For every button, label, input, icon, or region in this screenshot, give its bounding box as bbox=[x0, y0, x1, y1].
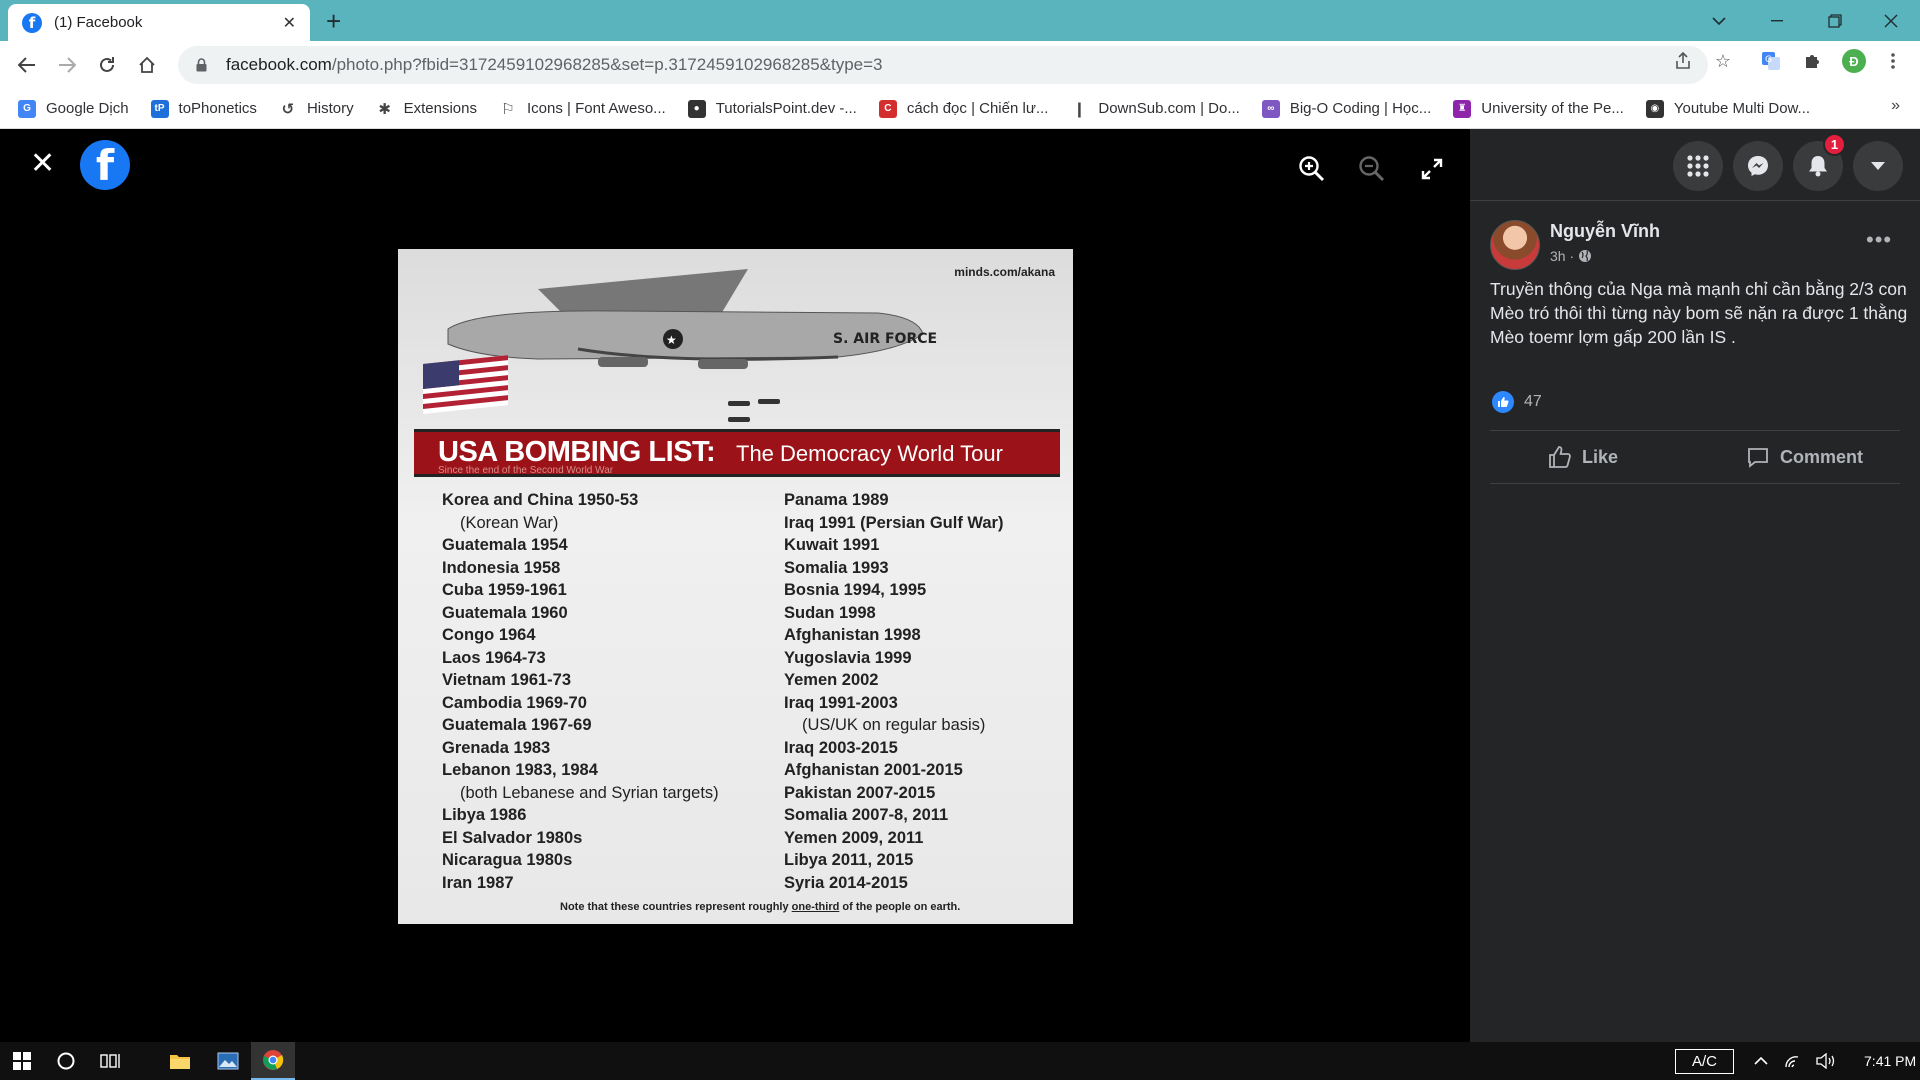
country-entry: (US/UK on regular basis) bbox=[802, 716, 986, 734]
google-translate-icon[interactable] bbox=[1760, 50, 1782, 72]
close-tab-icon[interactable]: ✕ bbox=[282, 14, 296, 32]
comment-button[interactable] bbox=[1746, 437, 1863, 477]
country-entry: Iran 1987 bbox=[442, 873, 514, 892]
tab-title: (1) Facebook bbox=[54, 14, 143, 31]
bookmark-star-icon[interactable]: ☆ bbox=[1714, 50, 1732, 71]
country-entry: Guatemala 1967-69 bbox=[442, 716, 592, 734]
country-entry: Yemen 2009, 2011 bbox=[784, 828, 924, 847]
windows-start-icon[interactable] bbox=[8, 1042, 36, 1080]
comment-label: Comment bbox=[1780, 446, 1864, 467]
task-view-icon[interactable] bbox=[96, 1042, 124, 1080]
new-tab-button[interactable]: + bbox=[326, 6, 342, 36]
header-divider bbox=[1470, 200, 1920, 201]
bookmark-label: History bbox=[306, 100, 354, 117]
lock-icon[interactable] bbox=[194, 57, 208, 73]
bookmark-item[interactable] bbox=[879, 100, 1049, 118]
messenger-icon bbox=[1747, 155, 1769, 177]
close-window-button[interactable] bbox=[1862, 0, 1920, 41]
menu-grid-button[interactable] bbox=[1673, 141, 1723, 191]
bookmark-label: Icons | Font Aweso... bbox=[526, 100, 666, 117]
post-photo[interactable] bbox=[398, 249, 1073, 924]
svg-text:★: ★ bbox=[666, 333, 677, 347]
post-options-icon[interactable]: ••• bbox=[1866, 227, 1893, 252]
like-button[interactable] bbox=[1548, 437, 1618, 477]
bookmark-item[interactable] bbox=[18, 100, 129, 118]
country-entry: Laos 1964-73 bbox=[442, 648, 546, 667]
bookmark-item[interactable] bbox=[1262, 100, 1431, 118]
photos-app-icon[interactable] bbox=[211, 1042, 245, 1080]
bookmark-icon: ⚐ bbox=[501, 100, 515, 118]
bookmark-label: University of the Pe... bbox=[1481, 100, 1624, 117]
bookmark-icon: tP bbox=[151, 100, 169, 118]
bookmark-label: Youtube Multi Dow... bbox=[1673, 100, 1811, 117]
minimize-button[interactable] bbox=[1748, 0, 1806, 41]
actions-bottom-divider bbox=[1490, 483, 1900, 484]
like-label: Like bbox=[1582, 446, 1619, 467]
profile-avatar[interactable]: Đ bbox=[1842, 49, 1866, 73]
share-icon[interactable] bbox=[1672, 50, 1694, 72]
chrome-taskbar-icon[interactable] bbox=[251, 1042, 295, 1080]
country-entry: Congo 1964 bbox=[442, 626, 536, 644]
bookmark-label: TutorialsPoint.dev -... bbox=[715, 100, 857, 117]
bookmark-item[interactable] bbox=[1453, 100, 1624, 118]
photo-source-watermark: minds.com/akana bbox=[954, 265, 1055, 279]
globe-icon bbox=[1578, 249, 1592, 263]
bookmark-icon: C bbox=[879, 100, 897, 118]
bookmark-item[interactable] bbox=[499, 100, 666, 118]
country-entry: Libya 2011, 2015 bbox=[784, 851, 914, 869]
bookmark-icon: ● bbox=[688, 100, 706, 118]
photo-viewer bbox=[0, 129, 1470, 1042]
country-list-right bbox=[784, 489, 1003, 894]
network-icon[interactable] bbox=[1784, 1053, 1802, 1069]
banner-note: Since the end of the Second World War bbox=[438, 465, 614, 476]
bookmark-label: Google Dịch bbox=[46, 100, 129, 117]
country-entry: Sudan 1998 bbox=[784, 603, 876, 622]
bell-icon bbox=[1808, 155, 1828, 177]
bookmark-label: Extensions bbox=[403, 100, 477, 117]
country-entry: Indonesia 1958 bbox=[442, 558, 561, 577]
country-entry: (both Lebanese and Syrian targets) bbox=[460, 783, 719, 802]
country-entry: Yemen 2002 bbox=[784, 671, 879, 689]
restore-button[interactable] bbox=[1806, 0, 1864, 41]
country-entry: Guatemala 1954 bbox=[442, 536, 568, 554]
forward-button[interactable] bbox=[53, 51, 81, 79]
system-tray bbox=[1675, 1042, 1916, 1080]
zoom-in-icon[interactable] bbox=[1296, 153, 1328, 185]
bookmarks-bar bbox=[0, 89, 1920, 129]
url-text: facebook.com/photo.php?fbid=3172459102968285&set=p.3172459102968285&type=3 bbox=[226, 55, 883, 74]
bookmark-icon: ✱ bbox=[378, 100, 391, 118]
country-entry: Afghanistan 1998 bbox=[784, 626, 921, 644]
clock[interactable]: 7:41 PM bbox=[1864, 1053, 1917, 1069]
country-entry: Afghanistan 2001-2015 bbox=[784, 761, 963, 779]
bookmark-item[interactable] bbox=[1646, 100, 1810, 118]
country-entry: Korea and China 1950-53 bbox=[442, 491, 639, 509]
bookmark-item[interactable] bbox=[688, 100, 857, 118]
bookmark-icon: ◉ bbox=[1646, 100, 1664, 118]
country-entry: Syria 2014-2015 bbox=[784, 873, 908, 892]
post-time[interactable]: 3h · bbox=[1550, 248, 1575, 264]
search-icon[interactable] bbox=[52, 1042, 80, 1080]
banner-subtitle: The Democracy World Tour bbox=[736, 441, 1003, 466]
country-entry: El Salvador 1980s bbox=[442, 828, 583, 847]
country-entry: Lebanon 1983, 1984 bbox=[442, 761, 598, 779]
ac-indicator[interactable]: A/C bbox=[1675, 1049, 1734, 1074]
zoom-out-icon[interactable] bbox=[1356, 153, 1388, 185]
bookmark-icon: ↺ bbox=[281, 100, 295, 118]
bookmark-item[interactable] bbox=[151, 100, 257, 118]
fullscreen-icon[interactable] bbox=[1416, 153, 1448, 185]
country-entry: Bosnia 1994, 1995 bbox=[784, 581, 927, 599]
country-entry: Iraq 1991 (Persian Gulf War) bbox=[784, 513, 1004, 532]
country-entry: Guatemala 1960 bbox=[442, 603, 568, 622]
photo-footnote: Note that these countries represent roughly one-third of the people on earth. bbox=[560, 901, 961, 913]
country-entry: Libya 1986 bbox=[442, 806, 527, 824]
caret-down-icon bbox=[1871, 162, 1885, 171]
country-entry: Panama 1989 bbox=[784, 491, 889, 509]
tab-search-icon[interactable] bbox=[1690, 0, 1748, 41]
plane-marking: S. AIR FORCE bbox=[833, 331, 938, 347]
country-entry: Cuba 1959-1961 bbox=[442, 581, 567, 599]
post-meta bbox=[1550, 248, 1592, 264]
address-bar[interactable] bbox=[178, 46, 1708, 84]
country-entry: Nicaragua 1980s bbox=[442, 851, 573, 869]
bookmark-icon: ∞ bbox=[1262, 100, 1280, 118]
show-hidden-icons-icon[interactable] bbox=[1754, 1056, 1768, 1066]
bomber-plane-illustration bbox=[418, 249, 958, 429]
bookmark-item[interactable] bbox=[376, 100, 477, 118]
bookmark-icon: ❙ bbox=[1073, 100, 1086, 118]
browser-tab[interactable] bbox=[8, 4, 310, 41]
notification-badge: 1 bbox=[1823, 133, 1846, 156]
bookmark-item[interactable] bbox=[279, 100, 354, 118]
post-panel bbox=[1470, 129, 1920, 1042]
thumbs-up-icon bbox=[1548, 445, 1572, 469]
bookmark-icon: ♜ bbox=[1453, 100, 1471, 118]
chrome-menu-icon[interactable] bbox=[1882, 50, 1904, 72]
facebook-logo[interactable]: f bbox=[80, 140, 130, 190]
banner-title: USA BOMBING LIST: bbox=[438, 436, 716, 468]
country-entry: Somalia 2007-8, 2011 bbox=[784, 806, 949, 824]
close-viewer-icon[interactable]: ✕ bbox=[30, 147, 56, 180]
photo-banner bbox=[414, 429, 1060, 477]
extensions-puzzle-icon[interactable] bbox=[1801, 50, 1823, 72]
author-name[interactable]: Nguyễn Vĩnh bbox=[1550, 221, 1661, 241]
comment-icon bbox=[1746, 445, 1770, 469]
reaction-summary[interactable] bbox=[1492, 391, 1542, 413]
account-dropdown-button[interactable] bbox=[1853, 141, 1903, 191]
country-entry: Pakistan 2007-2015 bbox=[784, 783, 936, 802]
tab-strip bbox=[0, 0, 1920, 41]
messenger-button[interactable] bbox=[1733, 141, 1783, 191]
bookmark-item[interactable] bbox=[1070, 100, 1239, 118]
back-button[interactable] bbox=[13, 51, 41, 79]
bookmark-icon: G bbox=[18, 100, 36, 118]
author-avatar[interactable] bbox=[1490, 220, 1540, 270]
bookmark-label: DownSub.com | Do... bbox=[1098, 100, 1240, 117]
post-caption: Truyền thông của Nga mà mạnh chỉ cần bằng 2/3 con Mèo tró thôi thì từng này bom sẽ nặn ra được 1 thằng Mèo toemr lợm gấp 200 lần IS . bbox=[1490, 279, 1908, 347]
file-explorer-icon[interactable] bbox=[166, 1042, 194, 1080]
country-entry: Yugoslavia 1999 bbox=[784, 648, 912, 667]
country-list-left bbox=[442, 489, 719, 894]
country-entry: Iraq 1991-2003 bbox=[784, 693, 898, 712]
facebook-favicon-icon: f bbox=[22, 13, 42, 33]
svg-text:G: G bbox=[1765, 55, 1772, 65]
country-entry: Kuwait 1991 bbox=[784, 536, 880, 554]
more-bookmarks-icon[interactable]: » bbox=[1891, 97, 1900, 114]
reload-button[interactable] bbox=[93, 51, 121, 79]
bookmark-label: Big-O Coding | Học... bbox=[1289, 100, 1432, 117]
country-entry: (Korean War) bbox=[460, 513, 559, 532]
browser-toolbar bbox=[0, 41, 1920, 89]
volume-icon[interactable] bbox=[1816, 1053, 1836, 1069]
like-reaction-icon bbox=[1492, 391, 1514, 413]
bookmark-label: toPhonetics bbox=[178, 100, 257, 117]
country-entry: Iraq 2003-2015 bbox=[784, 738, 898, 757]
reaction-count: 47 bbox=[1524, 393, 1542, 410]
country-entry: Cambodia 1969-70 bbox=[442, 693, 587, 712]
windows-taskbar bbox=[0, 1042, 1920, 1080]
bookmark-label: cách đọc | Chiến lư... bbox=[906, 100, 1049, 117]
home-button[interactable] bbox=[133, 51, 161, 79]
country-entry: Vietnam 1961-73 bbox=[442, 671, 572, 689]
country-entry: Grenada 1983 bbox=[442, 738, 551, 757]
country-entry: Somalia 1993 bbox=[784, 558, 889, 577]
grid-icon bbox=[1687, 155, 1709, 177]
actions-top-divider bbox=[1490, 430, 1900, 431]
